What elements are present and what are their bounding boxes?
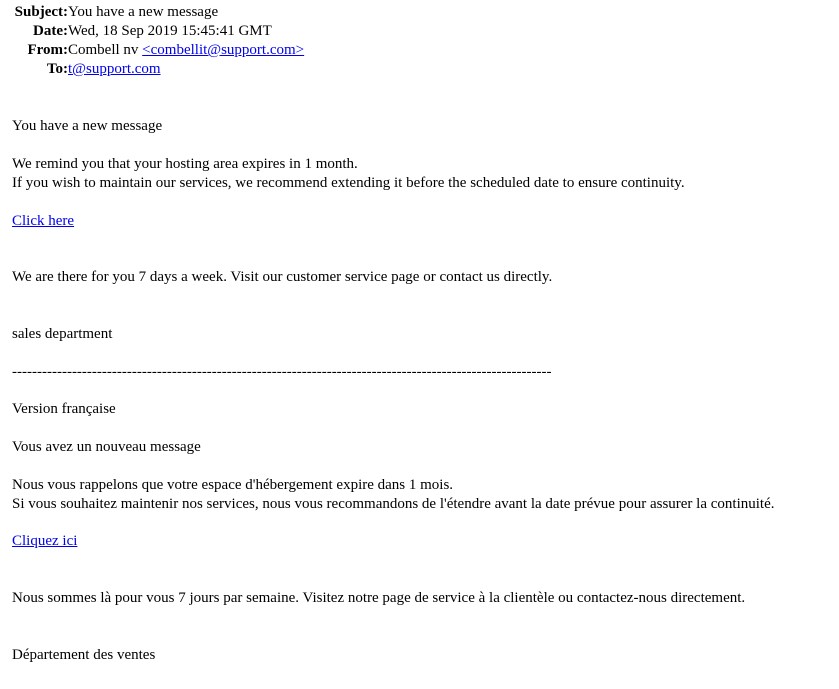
to-email-link[interactable]: t@support.com — [68, 61, 161, 77]
from-name: Combell nv — [68, 42, 143, 58]
to-row — [0, 60, 161, 79]
subject-row — [0, 3, 218, 22]
date-value: Wed, 18 Sep 2019 15:45:41 GMT — [68, 23, 272, 39]
separator-line: ------------------------------------------------------------------------------------------------------------ — [12, 364, 552, 380]
reminder-fr-line1: Nous vous rappelons que votre espace d'hébergement expire dans 1 mois. — [12, 477, 454, 493]
reminder-fr-line2: Si vous souhaitez maintenir nos services, nous vous recommandons de l'étendre avant la date prévue pour assurer la continuité. — [12, 496, 775, 512]
click-here-row — [12, 212, 74, 231]
cliquez-ici-row — [12, 532, 77, 551]
from-row — [0, 41, 304, 60]
cliquez-ici-link[interactable]: Cliquez ici — [12, 533, 78, 549]
click-here-link[interactable]: Click here — [12, 213, 75, 229]
version-francaise-label: Version française — [12, 401, 116, 417]
signature-fr: Département des ventes — [12, 647, 156, 663]
reminder-en-line2: If you wish to maintain our services, we recommend extending it before the scheduled date to ensure continuity. — [12, 175, 685, 191]
reminder-en-line1: We remind you that your hosting area expires in 1 month. — [12, 156, 358, 172]
subject-label: Subject: — [14, 4, 68, 20]
date-label: Date: — [33, 23, 68, 39]
greeting-en: You have a new message — [12, 118, 163, 134]
from-label: From: — [27, 42, 68, 58]
subject-value: You have a new message — [68, 4, 219, 20]
support-fr: Nous sommes là pour vous 7 jours par semaine. Visitez notre page de service à la clientèle ou contactez-nous directement. — [12, 590, 746, 606]
from-email-link[interactable]: <combellit@support.com> — [142, 42, 305, 58]
date-row — [0, 22, 272, 41]
greeting-fr: Vous avez un nouveau message — [12, 439, 201, 455]
support-en: We are there for you 7 days a week. Visit our customer service page or contact us directly. — [12, 269, 553, 285]
to-label: To: — [46, 61, 68, 77]
signature-en: sales department — [12, 326, 113, 342]
